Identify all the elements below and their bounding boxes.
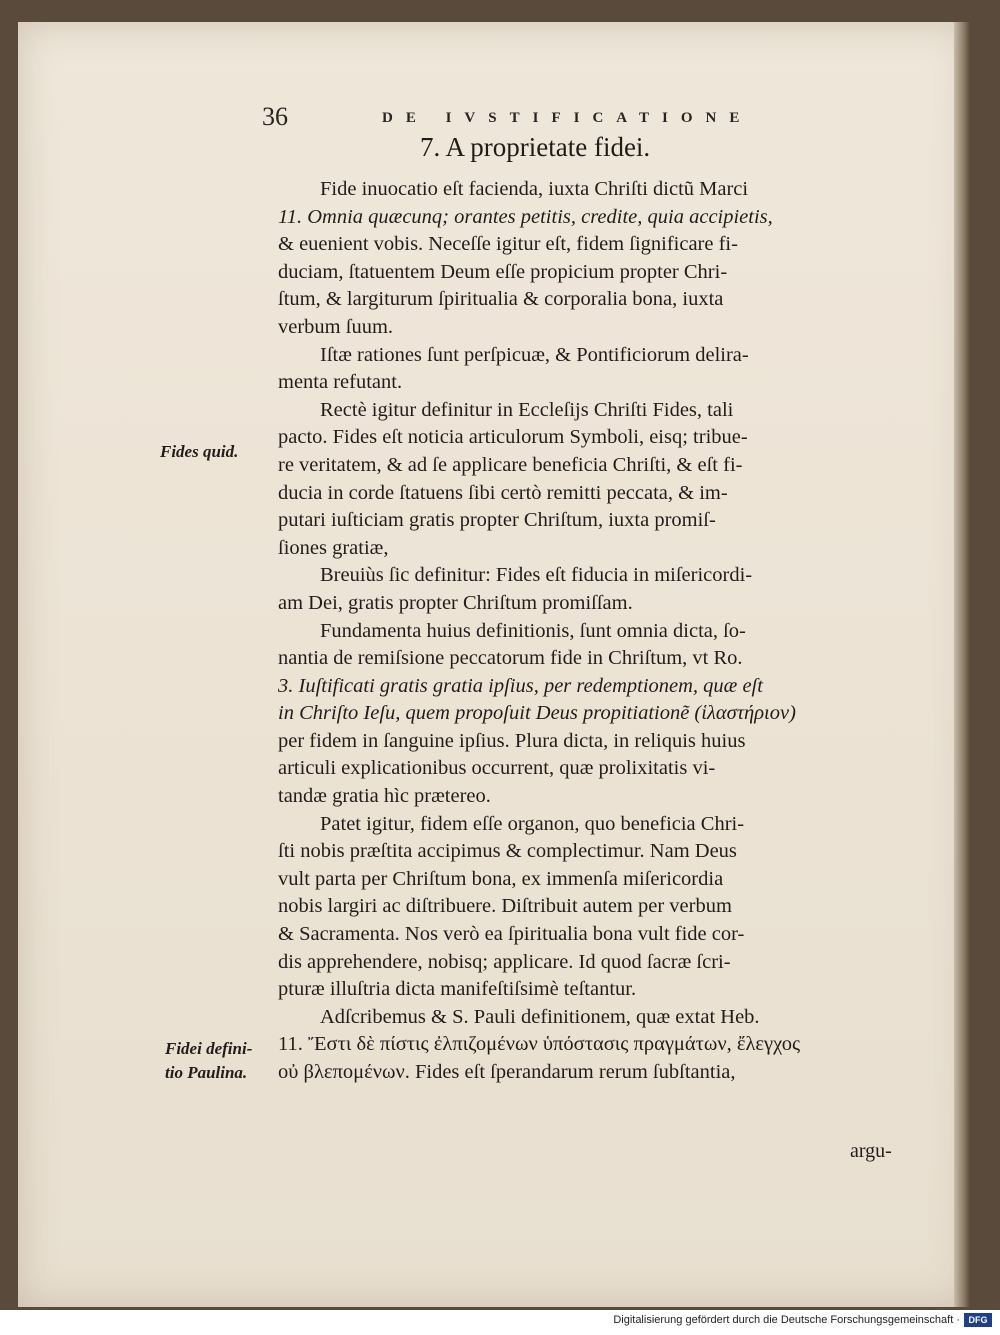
margin-note-fidei-definitio <box>165 1037 252 1085</box>
text-line: verbum ſuum. <box>278 315 394 338</box>
section-heading: 7. A proprietate fidei. <box>420 132 651 162</box>
text-line: re veritatem, & ad ſe applicare beneficia Chriſti, & eſt fi- <box>278 453 743 476</box>
running-head: DE IVSTIFICATIONE <box>382 110 753 126</box>
text-line: 11. Omnia quæcunq; orantes petitis, credite, quia accipietis, <box>278 205 773 228</box>
text-line: am Dei, gratis propter Chriſtum promiſſam. <box>278 591 633 614</box>
catchword: argu- <box>850 1140 892 1162</box>
text-line: ducia in corde ſtatuens ſibi certò remitti peccata, & im- <box>278 481 728 504</box>
text-line: per fidem in ſanguine ipſius. Plura dicta, in reliquis huius <box>278 729 746 752</box>
text-line: Fide inuocatio eſt facienda, iuxta Chriſti dictũ Marci <box>320 178 749 200</box>
text-line: menta refutant. <box>278 371 403 394</box>
text-line: Rectè igitur definitur in Eccleſijs Chriſti Fides, tali <box>320 398 734 421</box>
footer-credit: Digitalisierung gefördert durch die Deutsche Forschungsgemeinschaft · <box>613 1314 960 1326</box>
digitization-footer <box>0 1310 1000 1335</box>
margin-note-fides-quid <box>160 440 238 464</box>
page-header <box>262 102 822 132</box>
text-line: pturæ illuſtria dicta manifeſtiſsimè teſtantur. <box>278 978 637 1001</box>
text-line: ſti nobis præſtita accipimus & complectimur. Nam Deus <box>278 840 737 863</box>
book-spine-shadow <box>954 22 970 1307</box>
text-line: ſiones gratiæ, <box>278 536 389 559</box>
text-line: duciam, ſtatuentem Deum eſſe propicium propter Chri- <box>278 260 728 283</box>
text-line: 3. Iuſtificati gratis gratia ipſius, per redemptionem, quæ eſt <box>278 674 763 697</box>
text-line: pacto. Fides eſt noticia articulorum Symboli, eisq; tribue- <box>278 426 748 449</box>
text-line: tandæ gratia hìc prætereo. <box>278 785 491 808</box>
text-line: in Chriſto Ieſu, quem propoſuit Deus propitiationẽ (ἱλαστήριον) <box>278 702 796 725</box>
text-line: Adſcribemus & S. Pauli definitionem, quæ extat Heb. <box>320 1005 760 1028</box>
text-line: articuli explicationibus occurrent, quæ prolixitatis vi- <box>278 757 716 780</box>
body-text <box>278 176 918 1087</box>
text-line: putari iuſticiam gratis propter Chriſtum, iuxta promiſ- <box>278 509 716 532</box>
text-line: 11. Ἔστι δὲ πίστις ἐλπιζομένων ὑπόστασις πραγμάτων, ἔλεγχος <box>278 1033 801 1056</box>
text-line: vult parta per Chriſtum bona, ex immenſa miſericordia <box>278 867 724 890</box>
text-line: Iſtæ rationes ſunt perſpicuæ, & Pontificiorum delira- <box>320 343 749 366</box>
text-line: Fundamenta huius definitionis, ſunt omnia dicta, ſo- <box>320 619 746 642</box>
margin-note-line: Fidei defini- <box>165 1039 253 1058</box>
text-line: Breuiùs ſic definitur: Fides eſt fiducia in miſericordi- <box>320 564 753 587</box>
text-line: dis apprehendere, nobisq; applicare. Id quod ſacræ ſcri- <box>278 950 731 973</box>
text-line: nobis largiri ac diſtribuere. Diſtribuit autem per verbum <box>278 895 732 918</box>
text-line: Patet igitur, fidem eſſe organon, quo beneficia Chri- <box>320 812 745 835</box>
text-line: ſtum, & largiturum ſpiritualia & corporalia bona, iuxta <box>278 288 724 311</box>
margin-note-text: Fides quid. <box>160 442 239 461</box>
text-line: οὐ βλεπομένων. Fides eſt ſperandarum rerum ſubſtantia, <box>278 1061 736 1083</box>
page-number: 36 <box>262 102 288 131</box>
text-line: nantia de remiſsione peccatorum fide in Chriſtum, vt Ro. <box>278 647 743 670</box>
text-line: & euenient vobis. Neceſſe igitur eſt, fidem ſignificare fi- <box>278 233 738 256</box>
margin-note-line: tio Paulina. <box>165 1063 248 1082</box>
dfg-logo: DFG <box>964 1313 992 1327</box>
text-line: & Sacramenta. Nos verò ea ſpiritualia bona vult fide cor- <box>278 923 745 946</box>
